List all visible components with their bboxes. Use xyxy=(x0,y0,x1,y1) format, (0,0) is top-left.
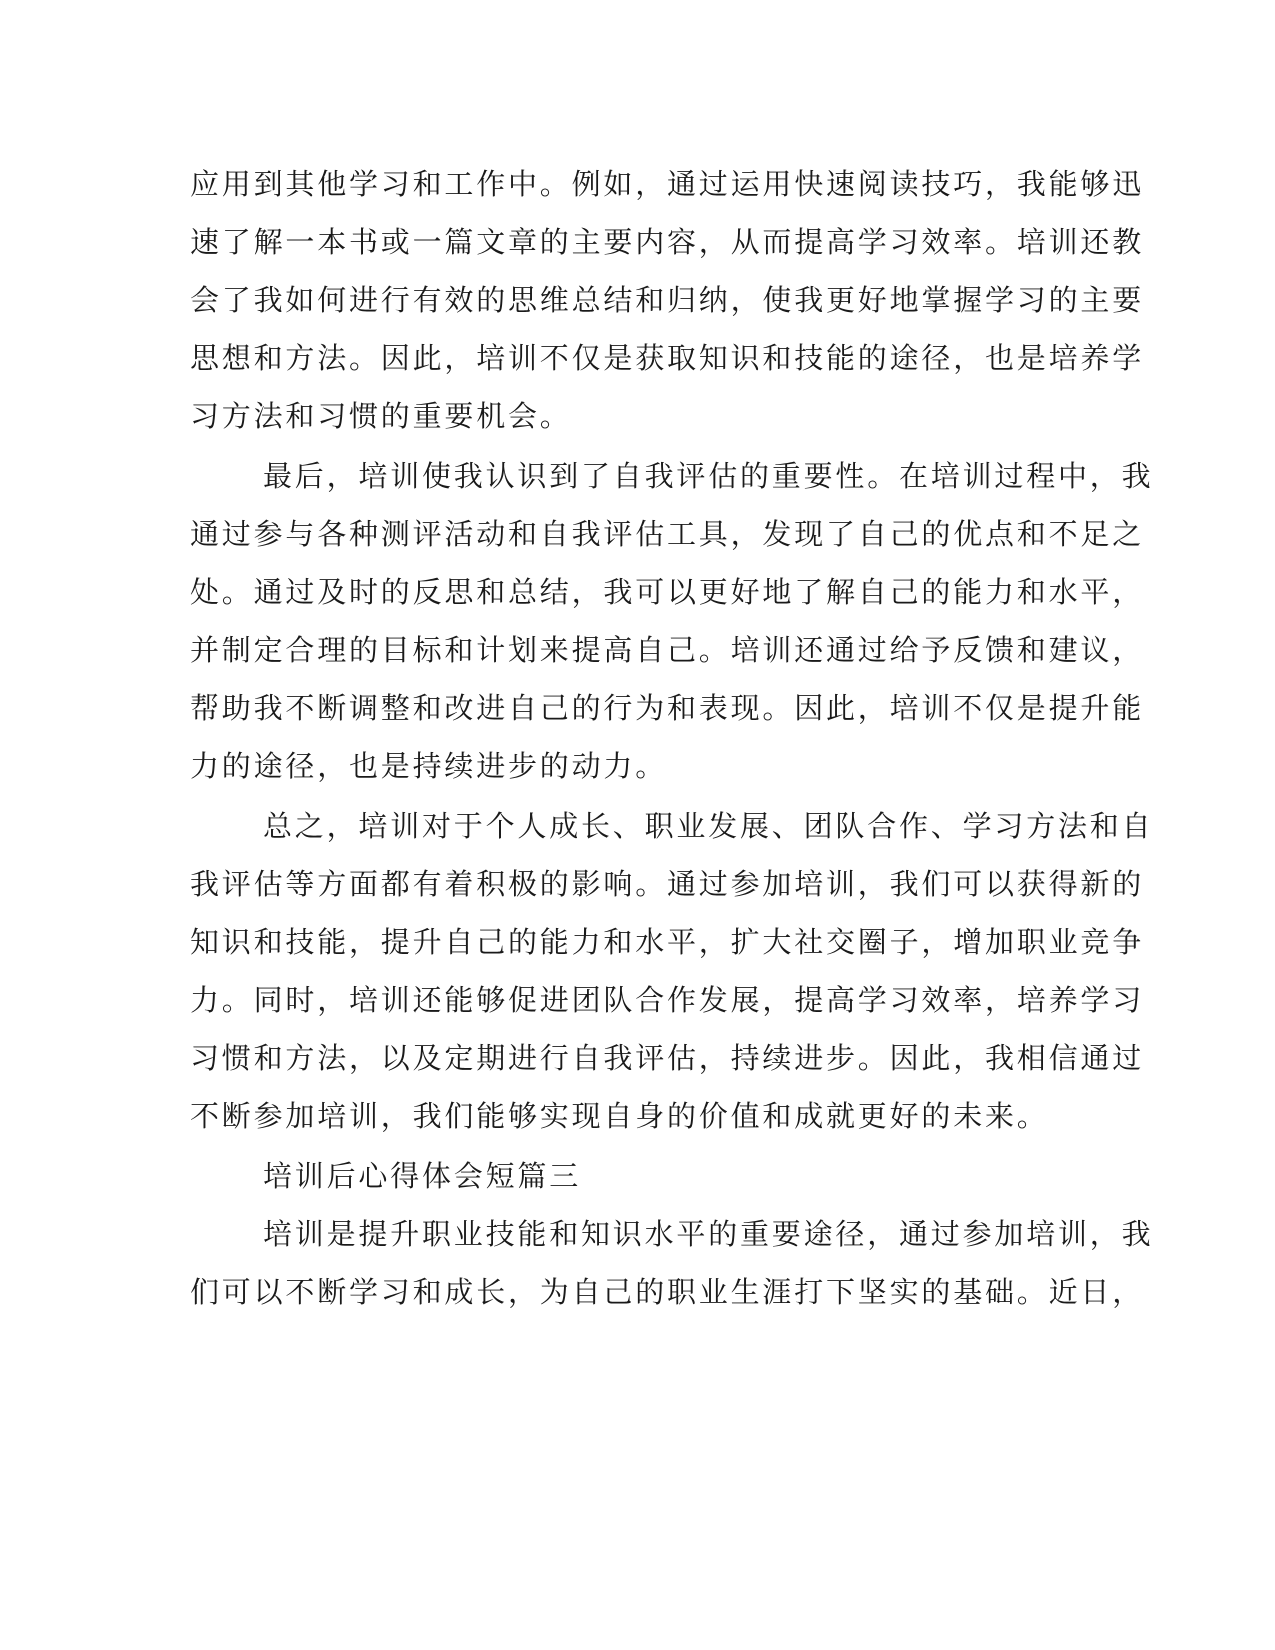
section-heading: 培训后心得体会短篇三 xyxy=(263,1159,582,1193)
text-line: 我评估等方面都有着积极的影响。通过参加培训，我们可以获得新的 xyxy=(190,867,1145,901)
text-line: 速了解一本书或一篇文章的主要内容，从而提高学习效率。培训还教 xyxy=(190,225,1145,259)
text-line: 处。通过及时的反思和总结，我可以更好地了解自己的能力和水平， xyxy=(190,575,1145,609)
text-line: 力的途径，也是持续进步的动力。 xyxy=(190,749,668,783)
text-line: 习方法和习惯的重要机会。 xyxy=(190,399,572,433)
text-line: 帮助我不断调整和改进自己的行为和表现。因此，培训不仅是提升能 xyxy=(190,691,1145,725)
text-line: 习惯和方法，以及定期进行自我评估，持续进步。因此，我相信通过 xyxy=(190,1041,1145,1075)
paragraph-first-line: 总之，培训对于个人成长、职业发展、团队合作、学习方法和自 xyxy=(263,809,1154,843)
text-line: 们可以不断学习和成长，为自己的职业生涯打下坚实的基础。近日， xyxy=(190,1275,1145,1309)
paragraph-first-line: 培训是提升职业技能和知识水平的重要途径，通过参加培训，我 xyxy=(263,1217,1154,1251)
text-line: 通过参与各种测评活动和自我评估工具，发现了自己的优点和不足之 xyxy=(190,517,1145,551)
text-line: 应用到其他学习和工作中。例如，通过运用快速阅读技巧，我能够迅 xyxy=(190,167,1145,201)
text-line: 思想和方法。因此，培训不仅是获取知识和技能的途径，也是培养学 xyxy=(190,341,1145,375)
text-line: 会了我如何进行有效的思维总结和归纳，使我更好地掌握学习的主要 xyxy=(190,283,1145,317)
text-line: 力。同时，培训还能够促进团队合作发展，提高学习效率，培养学习 xyxy=(190,983,1145,1017)
text-line: 不断参加培训，我们能够实现自身的价值和成就更好的未来。 xyxy=(190,1099,1049,1133)
text-line: 知识和技能，提升自己的能力和水平，扩大社交圈子，增加职业竞争 xyxy=(190,925,1145,959)
text-line: 并制定合理的目标和计划来提高自己。培训还通过给予反馈和建议， xyxy=(190,633,1145,667)
paragraph-first-line: 最后，培训使我认识到了自我评估的重要性。在培训过程中，我 xyxy=(263,459,1154,493)
